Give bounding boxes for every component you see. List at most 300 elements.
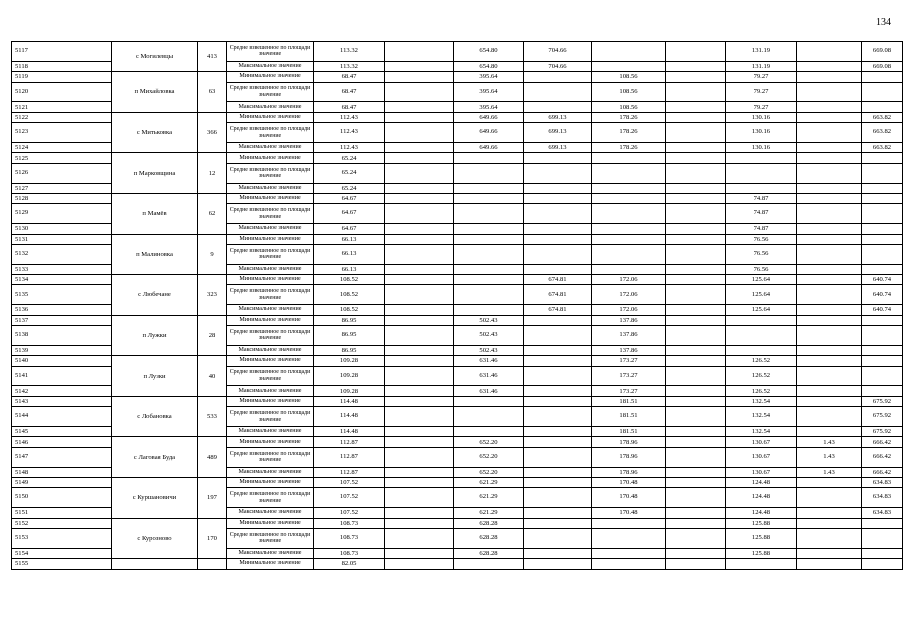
value-cell [592, 204, 666, 224]
value-cell [385, 437, 454, 447]
value-cell: 125.64 [726, 275, 797, 285]
row-id: 5147 [12, 447, 112, 467]
value-type-label: Максимальное значение [227, 548, 314, 558]
value-cell: 74.87 [726, 204, 797, 224]
settlement-count: 170 [198, 518, 227, 559]
value-cell: 699.13 [524, 142, 592, 152]
value-cell [385, 264, 454, 274]
value-cell [454, 396, 524, 406]
value-cell: 640.74 [862, 285, 903, 305]
row-id: 5126 [12, 163, 112, 183]
value-cell: 704.66 [524, 61, 592, 71]
value-cell [385, 72, 454, 82]
value-cell [592, 153, 666, 163]
value-cell: 178.96 [592, 437, 666, 447]
value-cell [385, 153, 454, 163]
value-cell: 652.20 [454, 467, 524, 477]
value-cell [524, 518, 592, 528]
value-cell: 126.52 [726, 356, 797, 366]
value-cell: 107.52 [314, 477, 385, 487]
row-id: 5148 [12, 467, 112, 477]
value-type-label: Максимальное значение [227, 142, 314, 152]
value-cell: 132.54 [726, 427, 797, 437]
value-cell [385, 508, 454, 518]
value-cell: 666.42 [862, 437, 903, 447]
value-cell [726, 163, 797, 183]
value-cell [524, 467, 592, 477]
value-cell [797, 366, 862, 386]
value-cell [385, 163, 454, 183]
row-id: 5137 [12, 315, 112, 325]
value-cell [524, 204, 592, 224]
value-cell: 675.92 [862, 396, 903, 406]
value-cell: 1.43 [797, 467, 862, 477]
settlement-name: с Курозново [112, 518, 198, 559]
value-cell [862, 72, 903, 82]
value-cell [385, 488, 454, 508]
value-cell: 76.56 [726, 244, 797, 264]
value-cell: 628.28 [454, 518, 524, 528]
value-type-label: Минимальное значение [227, 112, 314, 122]
value-type-label: Минимальное значение [227, 275, 314, 285]
value-cell [592, 163, 666, 183]
value-cell [862, 264, 903, 274]
value-cell [862, 82, 903, 102]
settlement-count: 63 [198, 72, 227, 113]
value-cell: 631.46 [454, 356, 524, 366]
value-cell [385, 386, 454, 396]
row-id: 5130 [12, 224, 112, 234]
value-type-label: Максимальное значение [227, 305, 314, 315]
value-cell [797, 356, 862, 366]
value-cell: 74.87 [726, 224, 797, 234]
value-cell [524, 102, 592, 112]
value-cell [862, 183, 903, 193]
value-cell [797, 112, 862, 122]
value-cell [666, 142, 726, 152]
value-cell [797, 102, 862, 112]
value-cell: 173.27 [592, 366, 666, 386]
value-cell: 699.13 [524, 123, 592, 143]
value-cell [666, 366, 726, 386]
value-cell: 172.06 [592, 285, 666, 305]
value-cell: 395.64 [454, 102, 524, 112]
value-cell [862, 244, 903, 264]
value-cell: 108.52 [314, 285, 385, 305]
value-cell: 502.43 [454, 315, 524, 325]
value-cell [385, 244, 454, 264]
value-cell [454, 163, 524, 183]
value-cell [592, 528, 666, 548]
value-cell [385, 518, 454, 528]
value-cell: 107.52 [314, 508, 385, 518]
settlement-name: с Лобановка [112, 396, 198, 437]
value-cell [666, 508, 726, 518]
value-cell: 109.28 [314, 386, 385, 396]
value-cell [797, 153, 862, 163]
value-cell [524, 396, 592, 406]
row-id: 5136 [12, 305, 112, 315]
value-cell [862, 153, 903, 163]
value-cell [797, 326, 862, 346]
value-cell: 663.82 [862, 142, 903, 152]
value-cell: 126.52 [726, 366, 797, 386]
value-cell [385, 61, 454, 71]
value-cell: 79.27 [726, 82, 797, 102]
value-cell [524, 559, 592, 569]
value-cell [385, 102, 454, 112]
value-cell [666, 315, 726, 325]
data-table [11, 41, 903, 570]
value-type-label: Средне взвешенное по площади значение [227, 204, 314, 224]
value-cell: 130.16 [726, 123, 797, 143]
value-cell: 173.27 [592, 386, 666, 396]
row-id: 5153 [12, 528, 112, 548]
value-cell: 181.51 [592, 396, 666, 406]
row-id: 5117 [12, 42, 112, 62]
value-cell: 125.64 [726, 285, 797, 305]
value-cell: 66.13 [314, 244, 385, 264]
value-cell [524, 427, 592, 437]
table-row [12, 234, 903, 244]
value-cell: 112.87 [314, 467, 385, 477]
value-type-label: Средне взвешенное по площади значение [227, 123, 314, 143]
value-cell: 64.67 [314, 204, 385, 224]
value-cell [454, 264, 524, 274]
value-cell: 663.82 [862, 112, 903, 122]
value-cell: 131.19 [726, 61, 797, 71]
value-cell: 173.27 [592, 356, 666, 366]
table-row [12, 72, 903, 82]
value-cell [666, 548, 726, 558]
value-cell [666, 244, 726, 264]
value-cell [385, 305, 454, 315]
value-type-label: Максимальное значение [227, 427, 314, 437]
value-cell [592, 224, 666, 234]
value-cell [797, 204, 862, 224]
value-cell [385, 315, 454, 325]
value-cell: 669.08 [862, 61, 903, 71]
row-id: 5124 [12, 142, 112, 152]
value-cell [454, 224, 524, 234]
row-id: 5127 [12, 183, 112, 193]
value-cell [666, 224, 726, 234]
value-cell [385, 183, 454, 193]
value-cell [666, 285, 726, 305]
value-cell [862, 528, 903, 548]
value-cell [862, 366, 903, 386]
row-id: 5118 [12, 61, 112, 71]
value-cell: 114.48 [314, 427, 385, 437]
value-cell: 666.42 [862, 467, 903, 477]
value-cell: 704.66 [524, 42, 592, 62]
value-type-label: Максимальное значение [227, 345, 314, 355]
value-cell: 64.67 [314, 193, 385, 203]
value-cell: 109.28 [314, 356, 385, 366]
value-cell [524, 437, 592, 447]
settlement-count: 366 [198, 112, 227, 153]
settlement-count: 12 [198, 153, 227, 194]
value-cell: 631.46 [454, 386, 524, 396]
value-cell [862, 518, 903, 528]
value-cell [524, 345, 592, 355]
value-cell: 130.16 [726, 142, 797, 152]
value-cell: 634.83 [862, 488, 903, 508]
value-cell [797, 528, 862, 548]
value-cell: 178.96 [592, 467, 666, 477]
table-row [12, 315, 903, 325]
value-cell [666, 559, 726, 569]
value-cell [385, 366, 454, 386]
value-cell: 112.43 [314, 112, 385, 122]
settlement-name: п Лузки [112, 356, 198, 397]
value-cell: 652.20 [454, 437, 524, 447]
value-cell [666, 305, 726, 315]
value-cell [666, 427, 726, 437]
value-cell [666, 183, 726, 193]
value-cell: 108.56 [592, 82, 666, 102]
value-type-label: Средне взвешенное по площади значение [227, 42, 314, 62]
value-cell [666, 345, 726, 355]
value-type-label: Максимальное значение [227, 467, 314, 477]
value-cell: 124.48 [726, 477, 797, 487]
value-cell [454, 183, 524, 193]
value-cell [524, 315, 592, 325]
value-cell [726, 315, 797, 325]
value-cell [385, 548, 454, 558]
value-cell [797, 193, 862, 203]
value-cell [385, 123, 454, 143]
value-cell: 108.73 [314, 548, 385, 558]
value-cell: 654.80 [454, 61, 524, 71]
settlement-count: 197 [198, 477, 227, 518]
settlement-name: с Митьковка [112, 112, 198, 153]
value-cell [666, 407, 726, 427]
value-cell: 66.13 [314, 264, 385, 274]
value-cell: 124.48 [726, 488, 797, 508]
settlement-name: п Мамёв [112, 193, 198, 234]
value-cell [385, 42, 454, 62]
page-number: 134 [876, 17, 891, 28]
value-cell [862, 315, 903, 325]
value-cell: 124.48 [726, 508, 797, 518]
value-type-label: Средне взвешенное по площади значение [227, 366, 314, 386]
value-type-label: Минимальное значение [227, 234, 314, 244]
row-id: 5119 [12, 72, 112, 82]
value-cell [862, 548, 903, 558]
row-id: 5133 [12, 264, 112, 274]
value-cell [726, 559, 797, 569]
value-cell [797, 518, 862, 528]
value-cell [797, 407, 862, 427]
value-cell [385, 142, 454, 152]
value-type-label: Средне взвешенное по площади значение [227, 82, 314, 102]
value-cell [862, 345, 903, 355]
value-cell: 699.13 [524, 112, 592, 122]
value-cell: 640.74 [862, 305, 903, 315]
value-cell [666, 356, 726, 366]
value-cell [726, 345, 797, 355]
value-cell: 131.19 [726, 42, 797, 62]
value-cell [385, 396, 454, 406]
value-cell [385, 407, 454, 427]
value-cell [385, 204, 454, 224]
value-type-label: Минимальное значение [227, 72, 314, 82]
table-row [12, 153, 903, 163]
value-cell [524, 193, 592, 203]
row-id: 5138 [12, 326, 112, 346]
value-cell [524, 356, 592, 366]
value-cell [385, 356, 454, 366]
value-cell [385, 427, 454, 437]
value-type-label: Минимальное значение [227, 315, 314, 325]
value-cell [524, 386, 592, 396]
value-type-label: Максимальное значение [227, 102, 314, 112]
value-cell [666, 437, 726, 447]
value-cell: 126.52 [726, 386, 797, 396]
value-cell [385, 82, 454, 102]
value-cell [666, 61, 726, 71]
value-cell: 674.81 [524, 275, 592, 285]
value-cell: 178.26 [592, 112, 666, 122]
value-cell [524, 153, 592, 163]
value-cell: 172.06 [592, 305, 666, 315]
value-cell: 125.88 [726, 518, 797, 528]
value-cell: 628.28 [454, 548, 524, 558]
value-cell [666, 153, 726, 163]
value-cell: 137.86 [592, 315, 666, 325]
value-cell: 170.48 [592, 488, 666, 508]
value-cell [385, 234, 454, 244]
value-cell: 666.42 [862, 447, 903, 467]
value-cell: 82.05 [314, 559, 385, 569]
value-cell: 669.08 [862, 42, 903, 62]
value-cell [592, 559, 666, 569]
value-cell [862, 234, 903, 244]
value-cell: 130.67 [726, 437, 797, 447]
value-cell: 68.47 [314, 102, 385, 112]
value-cell [385, 326, 454, 346]
value-cell: 76.56 [726, 264, 797, 274]
value-cell [797, 142, 862, 152]
value-cell [524, 183, 592, 193]
value-cell [797, 275, 862, 285]
value-type-label: Минимальное значение [227, 518, 314, 528]
value-cell [797, 488, 862, 508]
value-cell [385, 477, 454, 487]
value-cell [666, 112, 726, 122]
row-id: 5143 [12, 396, 112, 406]
value-cell [454, 153, 524, 163]
value-type-label: Средне взвешенное по площади значение [227, 244, 314, 264]
value-cell: 108.56 [592, 72, 666, 82]
settlement-count: 40 [198, 356, 227, 397]
value-type-label: Минимальное значение [227, 193, 314, 203]
settlement-name: с Лаговая Буда [112, 437, 198, 478]
value-cell [666, 528, 726, 548]
value-cell [797, 82, 862, 102]
value-type-label: Максимальное значение [227, 224, 314, 234]
value-cell [666, 82, 726, 102]
settlement-count: 413 [198, 42, 227, 72]
value-cell: 114.48 [314, 407, 385, 427]
table-row [12, 112, 903, 122]
value-cell [592, 264, 666, 274]
value-cell [862, 163, 903, 183]
value-cell [592, 183, 666, 193]
value-cell: 65.24 [314, 153, 385, 163]
value-cell [592, 548, 666, 558]
value-cell [592, 244, 666, 264]
value-cell [666, 488, 726, 508]
value-type-label: Средне взвешенное по площади значение [227, 407, 314, 427]
value-cell [524, 407, 592, 427]
value-cell: 649.66 [454, 123, 524, 143]
value-cell: 178.26 [592, 123, 666, 143]
value-cell [524, 72, 592, 82]
value-cell [524, 163, 592, 183]
row-id: 5134 [12, 275, 112, 285]
value-cell: 108.56 [592, 102, 666, 112]
value-cell [797, 183, 862, 193]
table-row [12, 559, 903, 569]
value-cell [385, 112, 454, 122]
value-cell [862, 224, 903, 234]
value-cell [454, 427, 524, 437]
value-type-label: Минимальное значение [227, 437, 314, 447]
value-cell: 130.67 [726, 447, 797, 467]
value-cell: 65.24 [314, 183, 385, 193]
value-cell [385, 345, 454, 355]
value-cell: 108.52 [314, 275, 385, 285]
value-type-label: Максимальное значение [227, 264, 314, 274]
value-cell: 631.46 [454, 366, 524, 386]
table-row [12, 193, 903, 203]
value-cell: 79.27 [726, 102, 797, 112]
value-type-label: Максимальное значение [227, 386, 314, 396]
value-cell [454, 407, 524, 427]
value-cell: 108.52 [314, 305, 385, 315]
value-cell: 130.67 [726, 467, 797, 477]
value-cell: 628.28 [454, 528, 524, 548]
value-cell [666, 326, 726, 346]
settlement-name: п Михайловка [112, 72, 198, 113]
row-id: 5120 [12, 82, 112, 102]
value-cell: 395.64 [454, 72, 524, 82]
value-cell: 125.64 [726, 305, 797, 315]
value-cell [524, 447, 592, 467]
value-cell [797, 61, 862, 71]
row-id: 5135 [12, 285, 112, 305]
value-cell [524, 528, 592, 548]
value-cell [592, 518, 666, 528]
value-cell: 68.47 [314, 82, 385, 102]
table-row [12, 275, 903, 285]
value-cell: 640.74 [862, 275, 903, 285]
row-id: 5141 [12, 366, 112, 386]
settlement-name: с Любечане [112, 275, 198, 316]
value-cell [862, 559, 903, 569]
settlement-count: 533 [198, 396, 227, 437]
value-cell: 112.43 [314, 142, 385, 152]
value-cell: 621.29 [454, 477, 524, 487]
value-cell: 649.66 [454, 112, 524, 122]
value-cell [454, 244, 524, 264]
value-cell: 108.73 [314, 528, 385, 548]
value-cell: 65.24 [314, 163, 385, 183]
value-cell: 649.66 [454, 142, 524, 152]
value-cell: 74.87 [726, 193, 797, 203]
